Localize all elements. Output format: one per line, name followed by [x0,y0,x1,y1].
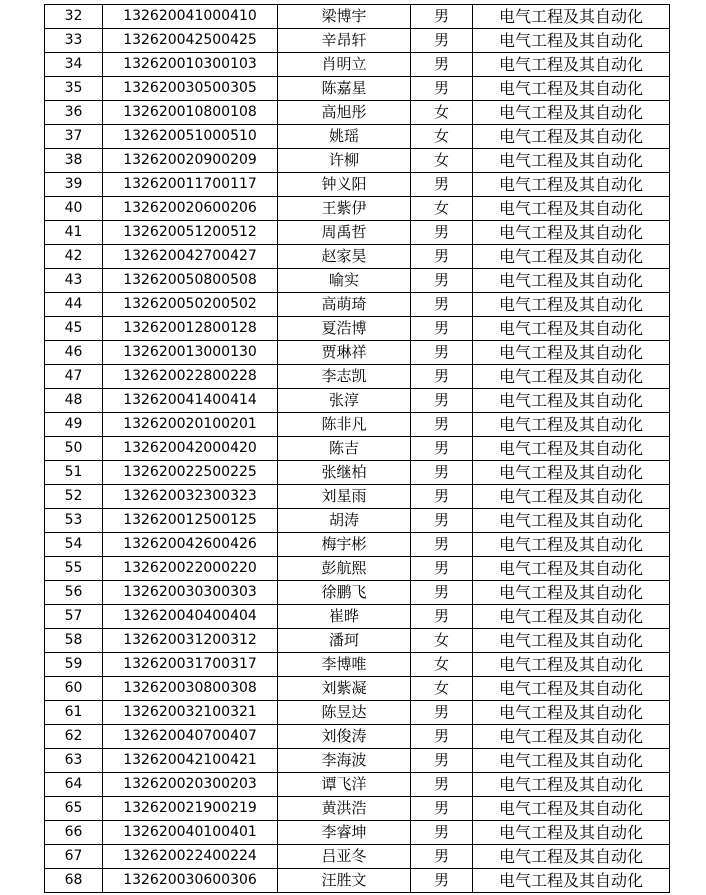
student-id-cell: 132620010800108 [103,101,278,125]
table-row [45,5,670,29]
row-number-cell: 34 [45,53,103,77]
major-cell: 电气工程及其自动化 [473,749,670,773]
gender-cell: 男 [411,869,473,893]
table-row [45,725,670,749]
student-id-cell: 132620042600426 [103,533,278,557]
table-row [45,197,670,221]
major-cell: 电气工程及其自动化 [473,653,670,677]
gender-cell: 男 [411,797,473,821]
student-id-cell: 132620050200502 [103,293,278,317]
student-id-cell: 132620030800308 [103,677,278,701]
table-row [45,461,670,485]
table-row [45,317,670,341]
major-cell: 电气工程及其自动化 [473,101,670,125]
gender-cell: 男 [411,605,473,629]
row-number-cell: 59 [45,653,103,677]
table-row [45,53,670,77]
row-number-cell: 47 [45,365,103,389]
major-cell: 电气工程及其自动化 [473,245,670,269]
table-row [45,581,670,605]
gender-cell: 男 [411,749,473,773]
student-id-cell: 132620042700427 [103,245,278,269]
gender-cell: 男 [411,437,473,461]
table-row [45,557,670,581]
major-cell: 电气工程及其自动化 [473,221,670,245]
gender-cell: 男 [411,509,473,533]
student-name-cell: 贾琳祥 [278,341,411,365]
gender-cell: 男 [411,461,473,485]
major-cell: 电气工程及其自动化 [473,53,670,77]
major-cell: 电气工程及其自动化 [473,389,670,413]
major-cell: 电气工程及其自动化 [473,869,670,893]
table-row [45,701,670,725]
gender-cell: 男 [411,773,473,797]
gender-cell: 男 [411,533,473,557]
table-row [45,677,670,701]
row-number-cell: 66 [45,821,103,845]
student-id-cell: 132620031200312 [103,629,278,653]
table-row [45,749,670,773]
student-name-cell: 梅宇彬 [278,533,411,557]
row-number-cell: 63 [45,749,103,773]
row-number-cell: 53 [45,509,103,533]
student-id-cell: 132620010300103 [103,53,278,77]
row-number-cell: 58 [45,629,103,653]
row-number-cell: 43 [45,269,103,293]
student-id-cell: 132620012500125 [103,509,278,533]
student-id-cell: 132620022800228 [103,365,278,389]
table-row [45,173,670,197]
major-cell: 电气工程及其自动化 [473,701,670,725]
gender-cell: 女 [411,653,473,677]
student-id-cell: 132620041400414 [103,389,278,413]
table-row [45,485,670,509]
table-row [45,797,670,821]
student-id-cell: 132620020300203 [103,773,278,797]
student-name-cell: 陈非凡 [278,413,411,437]
table-row [45,365,670,389]
student-name-cell: 辛昂轩 [278,29,411,53]
student-name-cell: 潘珂 [278,629,411,653]
row-number-cell: 57 [45,605,103,629]
student-id-cell: 132620020100201 [103,413,278,437]
student-name-cell: 谭飞洋 [278,773,411,797]
gender-cell: 男 [411,269,473,293]
gender-cell: 男 [411,341,473,365]
student-name-cell: 喻实 [278,269,411,293]
student-id-cell: 132620030300303 [103,581,278,605]
student-id-cell: 132620040700407 [103,725,278,749]
major-cell: 电气工程及其自动化 [473,557,670,581]
row-number-cell: 64 [45,773,103,797]
table-row [45,221,670,245]
student-id-cell: 132620042100421 [103,749,278,773]
student-id-cell: 132620032300323 [103,485,278,509]
gender-cell: 女 [411,125,473,149]
gender-cell: 男 [411,485,473,509]
student-id-cell: 132620051200512 [103,221,278,245]
student-name-cell: 姚瑶 [278,125,411,149]
major-cell: 电气工程及其自动化 [473,365,670,389]
major-cell: 电气工程及其自动化 [473,773,670,797]
student-name-cell: 刘俊涛 [278,725,411,749]
table-row [45,77,670,101]
row-number-cell: 32 [45,5,103,29]
student-name-cell: 张淳 [278,389,411,413]
major-cell: 电气工程及其自动化 [473,605,670,629]
row-number-cell: 49 [45,413,103,437]
student-name-cell: 崔晔 [278,605,411,629]
row-number-cell: 37 [45,125,103,149]
major-cell: 电气工程及其自动化 [473,485,670,509]
gender-cell: 男 [411,293,473,317]
table-row [45,773,670,797]
table-row [45,605,670,629]
student-id-cell: 132620051000510 [103,125,278,149]
row-number-cell: 52 [45,485,103,509]
student-id-cell: 132620040100401 [103,821,278,845]
student-name-cell: 张继柏 [278,461,411,485]
major-cell: 电气工程及其自动化 [473,677,670,701]
student-id-cell: 132620041000410 [103,5,278,29]
row-number-cell: 55 [45,557,103,581]
row-number-cell: 41 [45,221,103,245]
table-row [45,869,670,893]
student-id-cell: 132620020900209 [103,149,278,173]
student-id-cell: 132620042500425 [103,29,278,53]
student-name-cell: 彭航熙 [278,557,411,581]
major-cell: 电气工程及其自动化 [473,173,670,197]
major-cell: 电气工程及其自动化 [473,437,670,461]
student-id-cell: 132620030500305 [103,77,278,101]
student-name-cell: 李志凯 [278,365,411,389]
gender-cell: 女 [411,677,473,701]
row-number-cell: 36 [45,101,103,125]
student-name-cell: 高旭彤 [278,101,411,125]
student-name-cell: 刘紫凝 [278,677,411,701]
student-name-cell: 高萌琦 [278,293,411,317]
gender-cell: 男 [411,173,473,197]
row-number-cell: 45 [45,317,103,341]
student-name-cell: 李睿坤 [278,821,411,845]
student-id-cell: 132620040400404 [103,605,278,629]
major-cell: 电气工程及其自动化 [473,413,670,437]
student-name-cell: 吕亚冬 [278,845,411,869]
major-cell: 电气工程及其自动化 [473,293,670,317]
row-number-cell: 33 [45,29,103,53]
student-name-cell: 王紫伊 [278,197,411,221]
student-name-cell: 汪胜文 [278,869,411,893]
major-cell: 电气工程及其自动化 [473,797,670,821]
gender-cell: 男 [411,221,473,245]
major-cell: 电气工程及其自动化 [473,461,670,485]
row-number-cell: 48 [45,389,103,413]
major-cell: 电气工程及其自动化 [473,629,670,653]
student-id-cell: 132620022000220 [103,557,278,581]
table-row [45,389,670,413]
gender-cell: 男 [411,365,473,389]
table-row [45,293,670,317]
gender-cell: 男 [411,845,473,869]
row-number-cell: 40 [45,197,103,221]
major-cell: 电气工程及其自动化 [473,149,670,173]
row-number-cell: 38 [45,149,103,173]
student-name-cell: 梁博宇 [278,5,411,29]
student-id-cell: 132620050800508 [103,269,278,293]
major-cell: 电气工程及其自动化 [473,317,670,341]
student-name-cell: 李海波 [278,749,411,773]
student-name-cell: 黄洪浩 [278,797,411,821]
gender-cell: 女 [411,101,473,125]
table-row [45,533,670,557]
gender-cell: 男 [411,701,473,725]
row-number-cell: 35 [45,77,103,101]
student-id-cell: 132620030600306 [103,869,278,893]
table-row [45,29,670,53]
student-name-cell: 徐鹏飞 [278,581,411,605]
major-cell: 电气工程及其自动化 [473,725,670,749]
table-row [45,845,670,869]
table-row [45,821,670,845]
gender-cell: 男 [411,29,473,53]
gender-cell: 男 [411,389,473,413]
gender-cell: 男 [411,77,473,101]
row-number-cell: 50 [45,437,103,461]
row-number-cell: 62 [45,725,103,749]
major-cell: 电气工程及其自动化 [473,197,670,221]
major-cell: 电气工程及其自动化 [473,341,670,365]
gender-cell: 男 [411,557,473,581]
student-id-cell: 132620031700317 [103,653,278,677]
row-number-cell: 44 [45,293,103,317]
major-cell: 电气工程及其自动化 [473,533,670,557]
table-row [45,101,670,125]
gender-cell: 女 [411,149,473,173]
student-id-cell: 132620012800128 [103,317,278,341]
student-id-cell: 132620011700117 [103,173,278,197]
row-number-cell: 68 [45,869,103,893]
roster-body [45,5,670,893]
table-row [45,341,670,365]
student-name-cell: 周禹哲 [278,221,411,245]
table-row [45,509,670,533]
row-number-cell: 42 [45,245,103,269]
major-cell: 电气工程及其自动化 [473,509,670,533]
row-number-cell: 67 [45,845,103,869]
student-id-cell: 132620022400224 [103,845,278,869]
student-id-cell: 132620020600206 [103,197,278,221]
student-name-cell: 刘星雨 [278,485,411,509]
table-row [45,629,670,653]
row-number-cell: 51 [45,461,103,485]
row-number-cell: 39 [45,173,103,197]
student-id-cell: 132620022500225 [103,461,278,485]
student-name-cell: 李博唯 [278,653,411,677]
table-row [45,125,670,149]
row-number-cell: 56 [45,581,103,605]
student-name-cell: 陈嘉星 [278,77,411,101]
row-number-cell: 54 [45,533,103,557]
gender-cell: 女 [411,197,473,221]
gender-cell: 男 [411,413,473,437]
student-name-cell: 钟义阳 [278,173,411,197]
major-cell: 电气工程及其自动化 [473,581,670,605]
row-number-cell: 65 [45,797,103,821]
table-row [45,269,670,293]
major-cell: 电气工程及其自动化 [473,821,670,845]
student-name-cell: 肖明立 [278,53,411,77]
student-name-cell: 胡涛 [278,509,411,533]
student-id-cell: 132620032100321 [103,701,278,725]
gender-cell: 男 [411,53,473,77]
student-name-cell: 夏浩博 [278,317,411,341]
major-cell: 电气工程及其自动化 [473,125,670,149]
gender-cell: 男 [411,5,473,29]
major-cell: 电气工程及其自动化 [473,77,670,101]
gender-cell: 女 [411,629,473,653]
major-cell: 电气工程及其自动化 [473,269,670,293]
gender-cell: 男 [411,821,473,845]
gender-cell: 男 [411,725,473,749]
table-row [45,149,670,173]
row-number-cell: 61 [45,701,103,725]
student-id-cell: 132620013000130 [103,341,278,365]
major-cell: 电气工程及其自动化 [473,29,670,53]
student-roster-table [44,4,670,893]
row-number-cell: 60 [45,677,103,701]
student-name-cell: 陈吉 [278,437,411,461]
major-cell: 电气工程及其自动化 [473,845,670,869]
student-id-cell: 132620021900219 [103,797,278,821]
table-row [45,437,670,461]
major-cell: 电气工程及其自动化 [473,5,670,29]
student-name-cell: 赵家昊 [278,245,411,269]
table-row [45,653,670,677]
table-row [45,245,670,269]
student-name-cell: 陈昱达 [278,701,411,725]
gender-cell: 男 [411,581,473,605]
table-row [45,413,670,437]
row-number-cell: 46 [45,341,103,365]
student-name-cell: 许柳 [278,149,411,173]
student-id-cell: 132620042000420 [103,437,278,461]
gender-cell: 男 [411,245,473,269]
gender-cell: 男 [411,317,473,341]
